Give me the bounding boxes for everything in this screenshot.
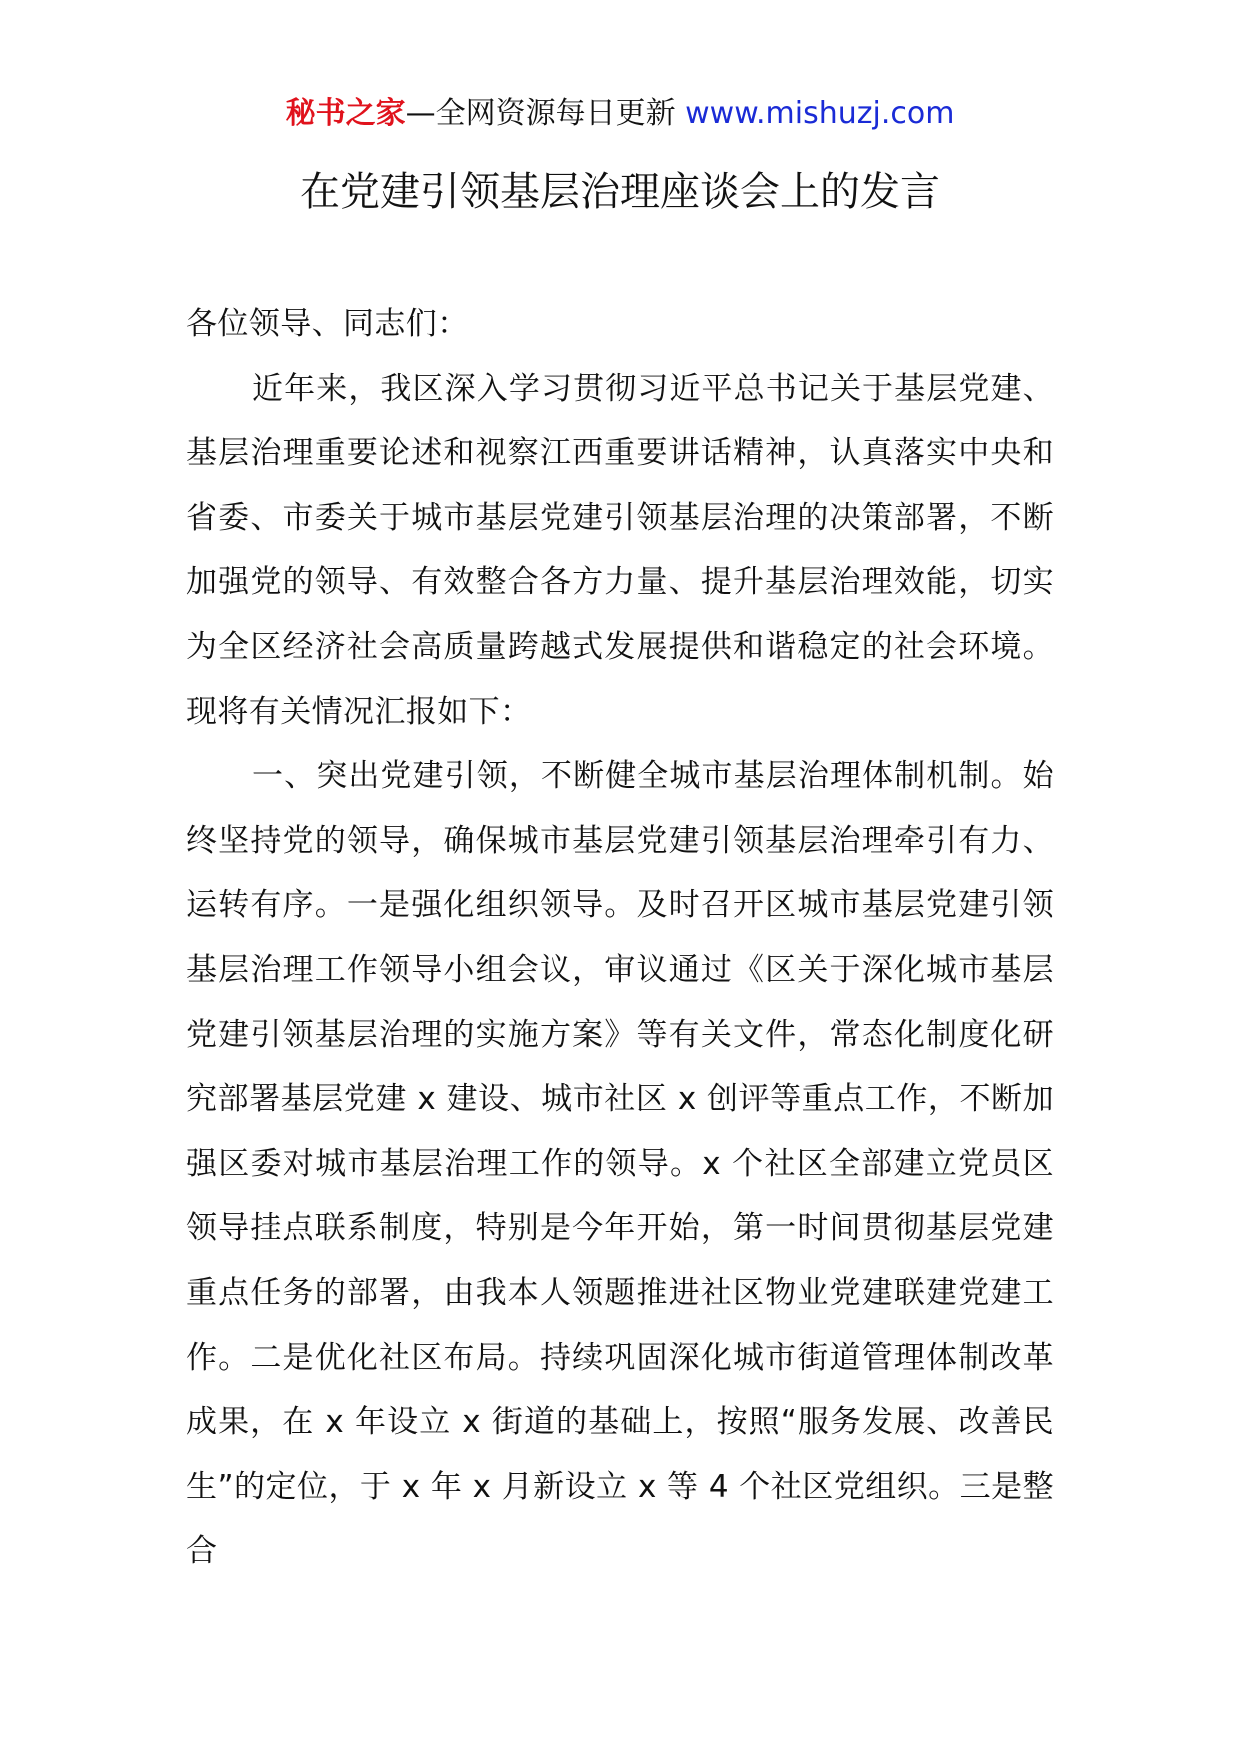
site-tagline: —全网资源每日更新 bbox=[405, 96, 686, 131]
salutation: 各位领导、同志们： bbox=[186, 306, 469, 342]
paragraph-section-one: 一、突出党建引领，不断健全城市基层治理体制机制。始终坚持党的领导，确保城市基层党建引领基层治理牵引有力、运转有序。一是强化组织领导。及时召开区城市基层党建引领基层治理工作领导小组会议，审议通过《区关于深化城市基层党建引领基层治理的实施方案》等有关文件，常态化制度化研究部署基层党建 x 建设、城市社区 x 创评等重点工作，不断加强区委对城市基层治理工作的领导。x 个社区全部建立党员区领导挂点联系制度，特别是今年开始，第一时间贯彻基层党建重点任务的部署，由我本人领题推进社区物业党建联建党建工作。二是优化社区布局。持续巩固深化城市街道管理体制改革成果，在 x 年设立 x 街道的基础上，按照“服务发展、改善民生”的定位，于 x 年 x 月新设立 x 等 4 个社区党组织。三是整合 bbox=[186, 758, 1054, 1570]
paragraph-intro: 近年来，我区深入学习贯彻习近平总书记关于基层党建、基层治理重要论述和视察江西重要讲话精神，认真落实中央和省委、市委关于城市基层党建引领基层治理的决策部署，不断加强党的领导、有效整合各方力量、提升基层治理效能，切实为全区经济社会高质量跨越式发展提供和谐稳定的社会环境。现将有关情况汇报如下： bbox=[186, 370, 1054, 730]
site-header bbox=[0, 92, 1240, 136]
document-body bbox=[186, 292, 1054, 1584]
site-url-link[interactable]: www.mishuzj.com bbox=[685, 96, 955, 131]
site-brand: 秘书之家 bbox=[285, 96, 406, 131]
document-title: 在党建引领基层治理座谈会上的发言 bbox=[300, 169, 940, 215]
